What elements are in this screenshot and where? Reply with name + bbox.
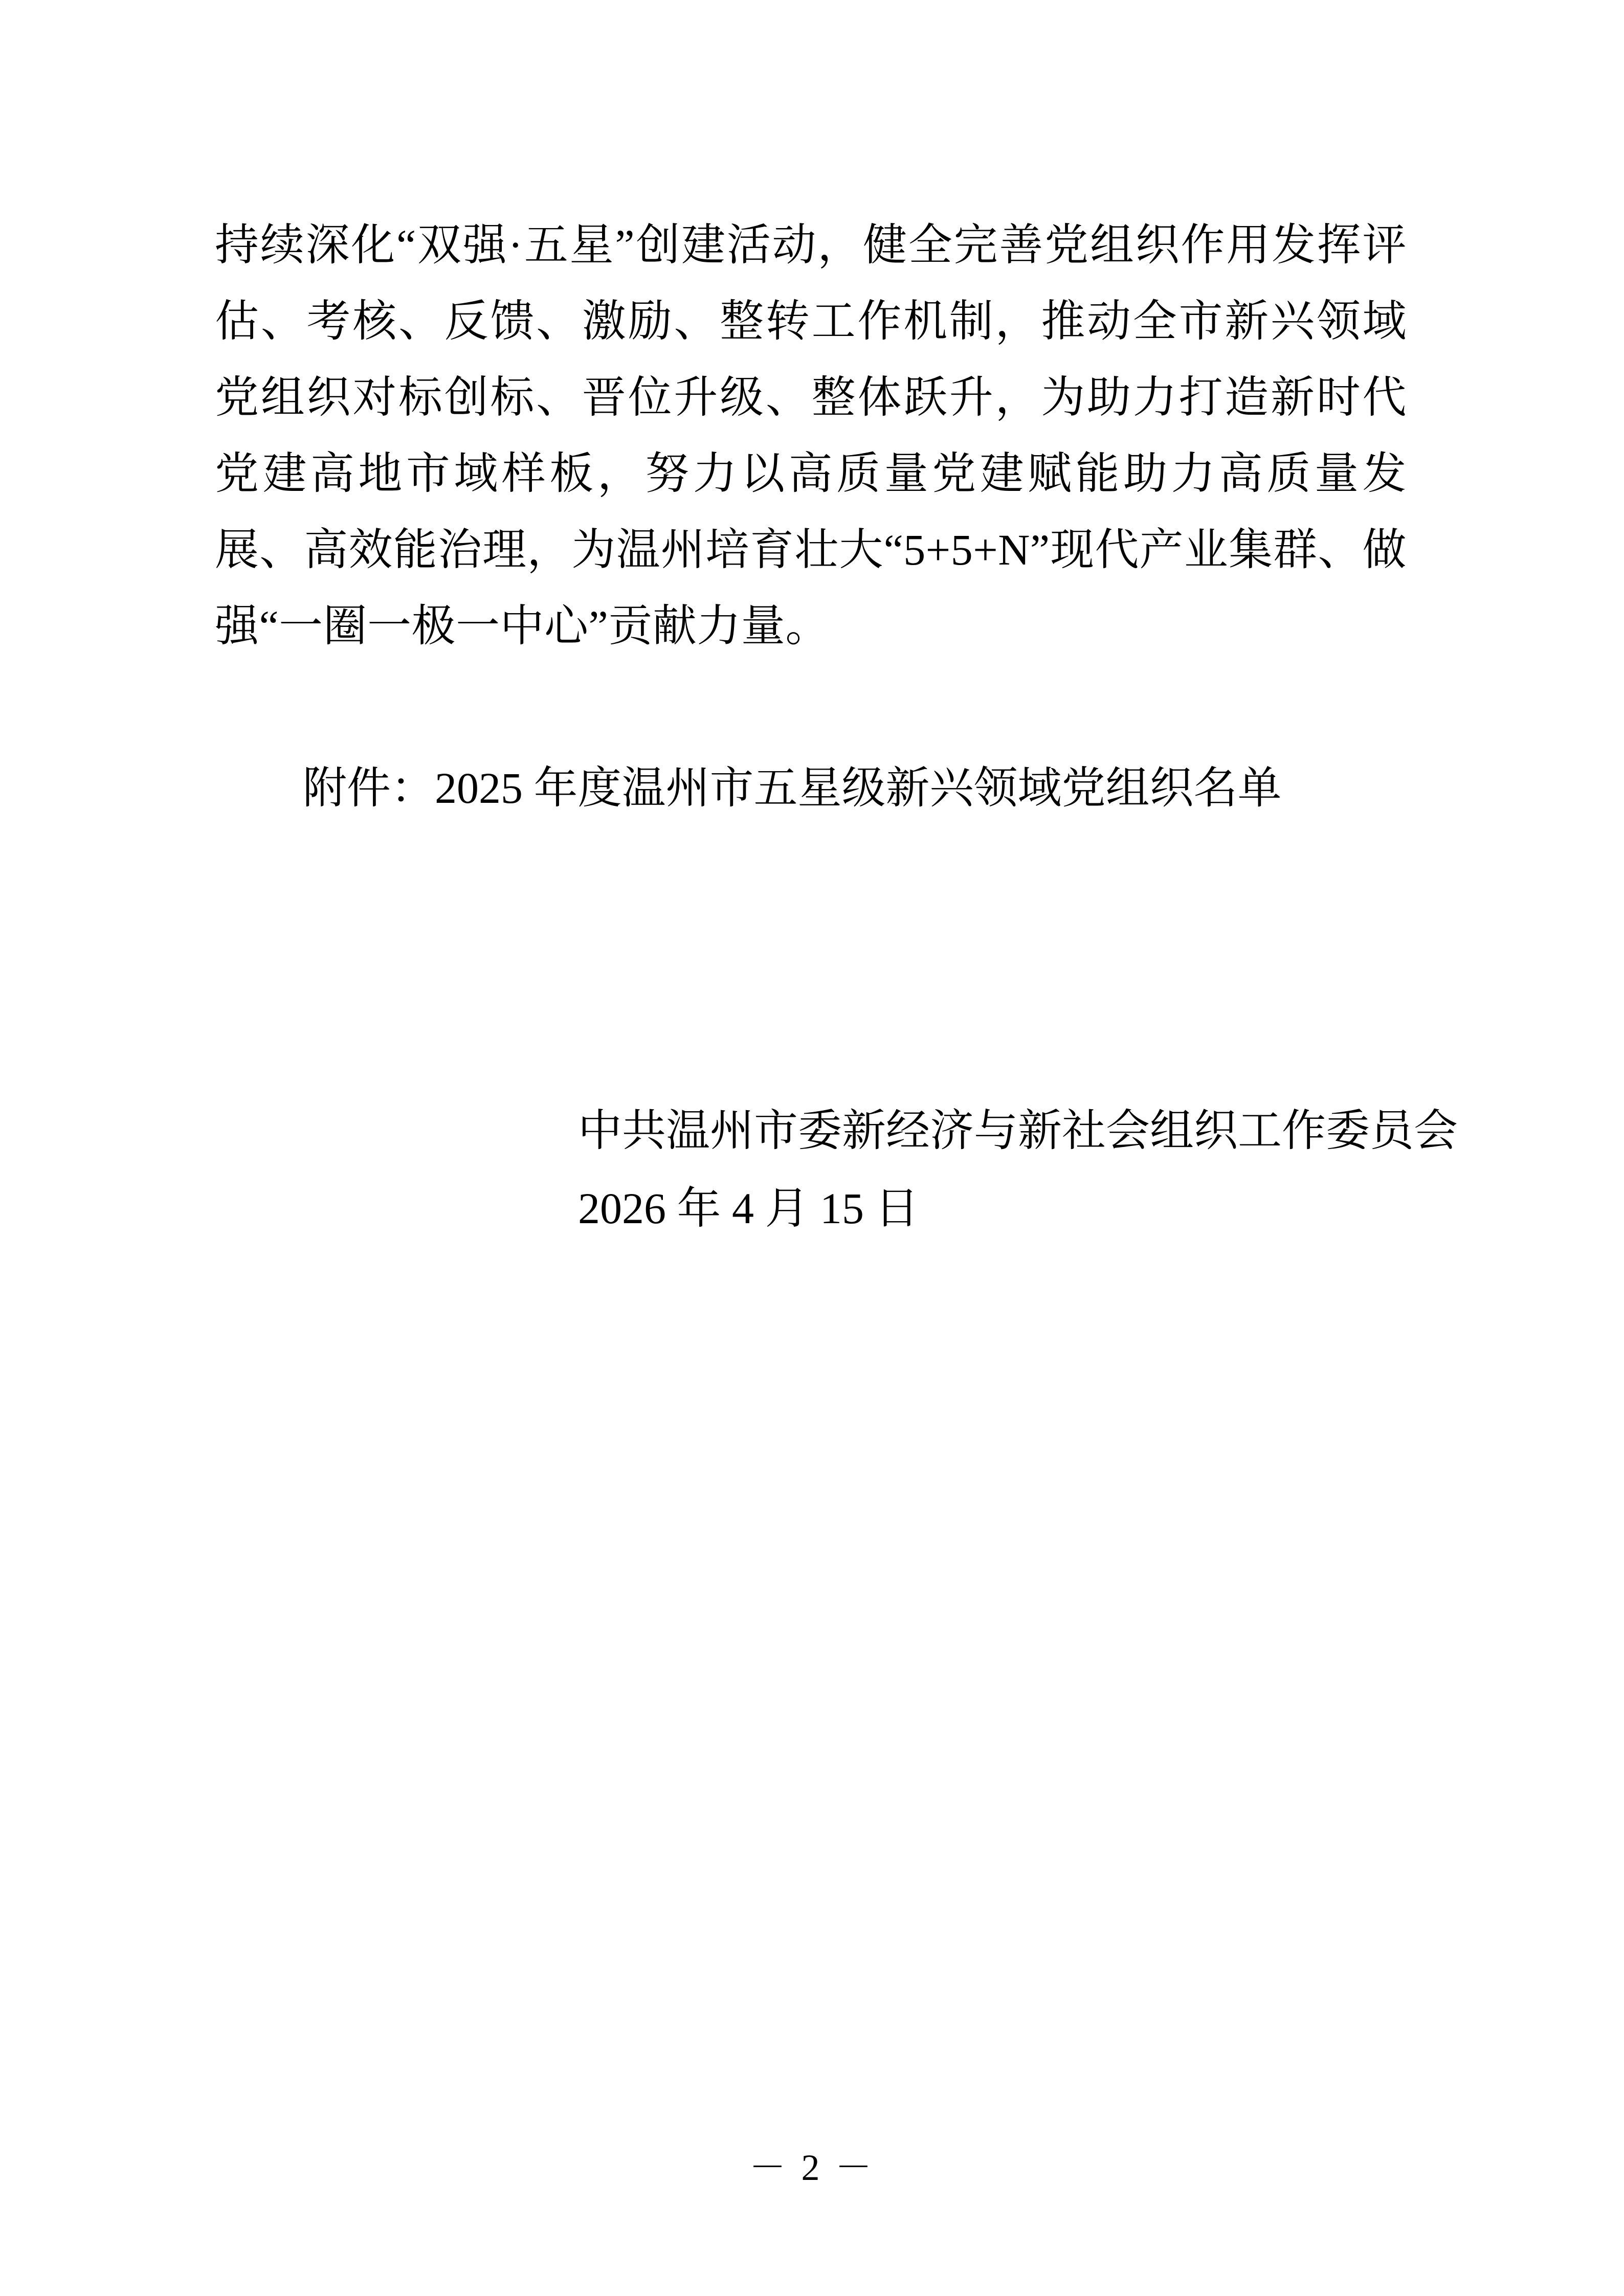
document-content bbox=[215, 207, 1407, 826]
body-paragraph: 持续深化“双强·五星”创建活动，健全完善党组织作用发挥评估、考核、反馈、激励、整转工作机制，推动全市新兴领域党组织对标创标、晋位升级、整体跃升，为助力打造新时代党建高地市域样板，努力以高质量党建赋能助力高质量发展、高效能治理，为温州培育壮大“5+5+N”现代产业集群、做强“一圈一极一中心”贡献力量。 bbox=[215, 220, 1407, 650]
attachment-line: 附件：2025 年度温州市五星级新兴领域党组织名单 bbox=[303, 763, 1282, 813]
signature-date: 2026 年 4 月 15 日 bbox=[578, 1184, 919, 1233]
signature-block bbox=[578, 1092, 1458, 1247]
page-number: － 2 － bbox=[749, 2147, 875, 2188]
signature-organization: 中共温州市委新经济与新社会组织工作委员会 bbox=[578, 1106, 1458, 1155]
